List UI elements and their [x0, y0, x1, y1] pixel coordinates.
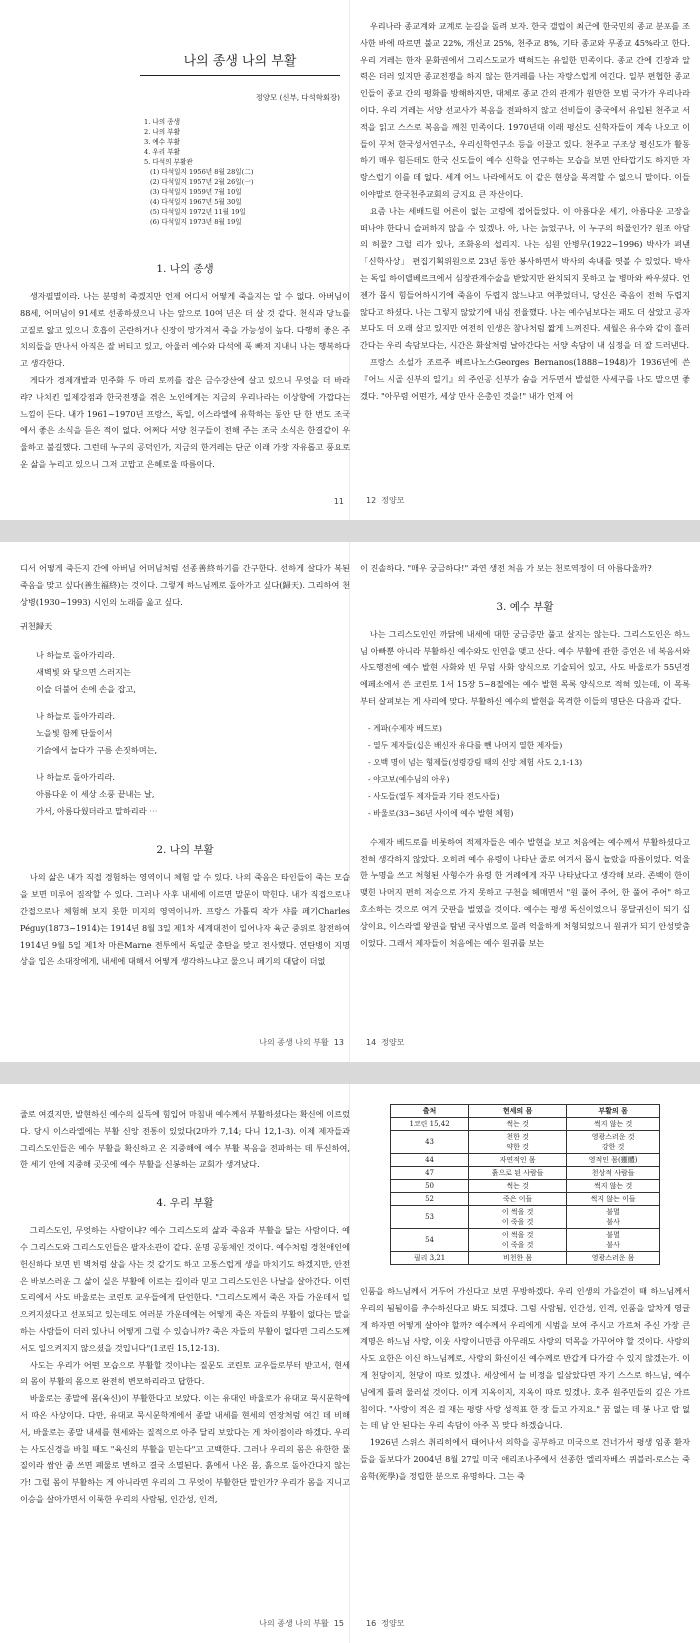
section-heading: 1. 나의 종생 [156, 263, 214, 275]
page-15 [20, 1084, 350, 1643]
toc-item: (5) 다석일지 1972년 11월 19일 [150, 208, 246, 216]
table-cell: 영적인 몸(靈體) [567, 1154, 660, 1167]
body-paragraph: 디서 어떻게 죽든지 간에 아버님 어머님처럼 선종善終하기를 간구한다. 선하게 살다가 복된 죽음을 맞고 싶다(善生福終)는 것이다. 그렇게 하느님께로 돌아가고 싶다(歸天). 그리하여 천상병(1930~1993) 시인의 노래를 읊고 싶다. [20, 563, 350, 607]
list-item: - 야고보(예수님의 아우) [368, 774, 450, 784]
body-paragraph: 줄로 여겼지만, 발현하신 예수의 실득에 힘입어 마침내 예수께서 부활하셨다는 확신에 이르렀다. 당시 이스라엘에는 부활 신앙 전통이 있었다(2마카 7,14; 다니 12,1-3). 이제 제자들과 그리스도인들은 예수 부활을 확신하고 온 지중해에 예수 부활 복음을 전파하는 데 투신하여, 한 세기 안에 지중해 곳곳에 예수 부활을 신봉하는 교회가 생겨났다. [20, 1109, 350, 1170]
poem-line: 가서, 아름다웠더라고 말하리라 ⋯ [36, 806, 158, 817]
body-paragraph: 인품을 하느님께서 거두어 가신다고 보면 무방하겠다. 우리 인생의 가을걷이 때 하느님께서 우리의 됨됨이를 추수하신다고 봐도 되겠다. 그럼 사람됨, 인간성, 인격, 인품을 알차게 영글게 하자면 어떻게 살아야 할까? 예수께서 우리에게 시범을 보여 주시고 가르쳐 주신 가장 큰 계명은 하느님 사랑, 이웃 사랑이니만큼 아무래도 사랑의 덕목을 가꾸어야 할 것이다. 사랑의 사도 요한은 이신 하느님께로, 사랑의 화신이신 예수께로 반갑게 다가갈 수 있지 않겠는가. 이게 천당이지, 천당이 따로 있겠나. 세상에서 늘 비정을 일삼았다면 자기 스스로 하느님, 예수님에게 틀려 물러설 것이다. 이게 지옥이지, 지옥이 따로 있겠나. 호주 원주민들의 깊은 가르침이다. "사랑이 적은 걸 재는 평량 사랑 성적표 한 장 들고 가지요." 꿈 없는 데 봉 나고 랍 없는 데 남 안 된다는 우리 속담이 아주 꼭 맞다 하겠습니다. [360, 1286, 690, 1431]
spread-pages-15-16 [0, 1084, 700, 1643]
spread-pages-13-14 [0, 542, 700, 1062]
body-comparison-table [390, 1104, 660, 1265]
poem-stanza [20, 769, 350, 820]
table-row [391, 1229, 660, 1252]
table-cell: 죽은 이들 [469, 1193, 567, 1206]
toc-item: (4) 다석일지 1967년 5월 30일 [150, 198, 242, 206]
page-number: 12 정양모 [366, 496, 405, 505]
page-number: 14 정양모 [366, 1038, 405, 1047]
table-header-row [391, 1105, 660, 1118]
table-cell: 썩는 것 [469, 1118, 567, 1131]
body-paragraph: 그리스도인, 무엇하는 사람이냐? 예수 그리스도의 삶과 죽음과 부활을 닮는 사람이다. 예수 그리스도와 그리스도인들은 팔자소관이 같다. 운명 공동체인 것이다. 예수처럼 경천애인에 헌신하다 보면 빈 벽처럼 살을 사는 것 같기도 하고 고통스럽게 생을 마치기도 하겠지만, 안전은 바보스러운 그 삶이 실은 부활에 이르는 길이라 믿고 그리스도인은 나날을 살아간다. 이런 도리에서 사도 바울로는 코린토 교우들에게 단언한다. "그리스도께서 죽은 자들 가운데서 일으켜지셨다고 선포되고 있는데도 여러분 가운데에는 어떻게 죽은 자들의 부활이 없다는 말을 하는 사람들이 더러 있나니 어떻게 그럴 수 있습니까? 죽은 자들의 부활이 없다면 그리스도께서도 일으켜지지 않으셨을 것입니다"(1코린 15,12-13). [20, 1225, 350, 1353]
poem-line: 나 하늘로 돌아가리라. [36, 650, 115, 661]
page-13 [20, 542, 350, 1062]
table-row [391, 1131, 660, 1154]
poem-line: 노을빛 함께 단둘이서 [36, 728, 113, 739]
spread-pages-11-12 [0, 0, 700, 520]
table-body [391, 1118, 660, 1265]
poem-line: 새벽빛 와 닿으면 스러지는 [36, 667, 131, 678]
table-row [391, 1118, 660, 1131]
table-cell: 이 썩을 것 이 죽을 것 [469, 1229, 567, 1252]
poem-line: 나 하늘로 돌아가리라. [36, 711, 115, 722]
table-cell: 영광스러운 몸 [567, 1252, 660, 1265]
body-paragraph: 사도는 우리가 어떤 모습으로 부활할 것이냐는 질문도 코린토 교우들로부터 받고서, 현세의 몸이 부활의 몸으로 완전히 변모하리라고 답한다. [20, 1359, 350, 1387]
list-item: - 게파(수제자 베드로) [368, 723, 442, 733]
table-cell: 흙으로 된 사람들 [469, 1167, 567, 1180]
table-of-contents [144, 117, 340, 227]
poem-line: 기슭에서 놀다가 구름 손짓하며는, [36, 745, 158, 756]
toc-item: 5. 다석의 부활관 [144, 158, 193, 166]
table-cell: 53 [391, 1206, 469, 1229]
poem-title: 귀천歸天 [20, 621, 53, 632]
page-16 [360, 1084, 690, 1643]
body-paragraph: 나는 그리스도인인 까닭에 내세에 대한 궁금증만 풀고 살지는 않는다. 그리스도인은 하느님 아빠뿐 아니라 부활하신 예수와도 인연을 맺고 산다. 예수 부활에 관한 증언은 네 복음서와 사도행전에 예수 발현 사화와 빈 무덤 사화 양식으로 기술되어 있고, 사도 바울로가 55년경 에페소에서 쓴 코린토 1서 15장 5~8절에는 예수 발현 목록 양식으로 적혀 있는데, 이 목록부터 살펴보는 게 사리에 맞다. 부활하신 예수의 발현을 목격한 이들의 명단은 다음과 같다. [360, 628, 690, 706]
body-paragraph: 바울로는 종말에 몸(육신)이 부활한다고 보았다. 이는 유대인 바울로가 유대교 묵시문학에서 따온 사상이다. 다만, 유대교 묵시문학계에서 종말 내세를 현세의 연장처럼 여긴 데 비해서, 바울로는 종말 내세를 현세와는 질적으로 아주 달리 보았다는 게 차이점이라 하겠다. 우리는 사도신경을 바칠 때도 "육신의 부활을 믿는다"고 고백한다. 그러나 우리의 몸은 유한한 물질이라 쌈안 줌 쓰면 폐물로 변하고 결국 소멸된다. 흙에서 나온 몸, 흙으로 돌아간다지 않는가! 그럴 몸이 부활하는 게 아니라면 우리의 그 무엇이 부활한단 말인가? 우리가 몸을 지니고 이승을 살아가면서 이룩한 우리의 사람됨, 인간성, 인격, [20, 1393, 350, 1504]
table-cell: 자연적인 몸 [469, 1154, 567, 1167]
table-row [391, 1252, 660, 1265]
poem-stanza [20, 647, 350, 698]
body-paragraph: 나의 삶은 내가 직접 경험하는 영역이니 체험 알 수 있다. 나의 죽음은 타인들이 죽는 모습을 보면 미루어 짐작할 수 있다. 그러나 사후 내세에 이르면 말문이 막힌다. 내가 직접으로나 간접으로나 체험해 보지 못한 미지의 영역이니까. 프랑스 가톨릭 작가 샤를 페기Charles Péguy(1873~1914)는 1914년 8월 3일 제1차 세계대전이 일어나자 육군 중위로 참전하여 1914년 9월 5일 제1차 마른Marne 전투에서 독일군 총탄을 맞고 전사했다. 연탄병이 지명상을 입은 소대장에게, 내세에 대해서 어떻게 생각하느냐고 물으니 페기의 대답이 더없 [20, 872, 350, 967]
table-cell: 47 [391, 1167, 469, 1180]
table-cell: 비천한 몸 [469, 1252, 567, 1265]
list-item: - 사도들(열두 제자들과 기타 전도사들) [368, 791, 500, 801]
table-cell: 천상적 사람들 [567, 1167, 660, 1180]
table-row [391, 1180, 660, 1193]
toc-item: (3) 다석일지 1959년 7월 10일 [150, 188, 242, 196]
table-cell: 43 [391, 1131, 469, 1154]
section-heading: 3. 예수 부활 [496, 600, 554, 613]
page-11 [20, 0, 350, 520]
toc-item: 4. 우리 부활 [144, 148, 180, 156]
apparition-list [360, 720, 690, 822]
body-paragraph: 수제자 베드로를 비롯하여 적제자들은 예수 발현을 보고 처음에는 예수께서 부활하셨다고 전혀 생각하지 않았다. 오히려 예수 유령이 나타난 줄로 여겨서 몹시 놀랐을 따름이었다. 억울한 누명을 쓰고 처형된 사형수가 유령 한 거례에게 자꾸 나타났다고 생각해 보라. 존백이 한이 맺힌 나머지 편히 저승으로 가지 못하고 구천을 헤매면서 "원 풀어 주어, 한 풀어 주어" 하고 호소하는 것으로 여겨 굿판을 벌였을 것이다. 예수는 평생 독신이었으니 몽달귀신이 되기 십상이요, 이스라엘 왕권을 탐낸 국사범으로 몰려 억울하게 처형되었으니 원귀가 되기 안성맞춤이었다. 그래서 제자들이 처음에는 예수 원귀를 보는 [360, 836, 690, 948]
page-14 [360, 542, 690, 1062]
toc-item: 3. 예수 부활 [144, 138, 180, 146]
page-number: 나의 종생 나의 부활 15 [259, 1619, 344, 1628]
page-number: 11 [333, 497, 344, 506]
chapter-author: 정양모 (신부, 다석학회장) [255, 93, 340, 102]
poem-line: 아름다운 이 세상 소풍 끝내는 날, [36, 789, 155, 800]
toc-item: 1. 나의 종생 [144, 118, 180, 126]
poem-line: 이슬 더불어 손에 손을 잡고, [36, 684, 137, 695]
page-number: 나의 종생 나의 부활 13 [259, 1038, 344, 1047]
table-cell: 썩지 않는 것 [567, 1180, 660, 1193]
body-paragraph: 요즘 나는 세배드릴 어른이 없는 고령에 접어들었다. 이 아름다운 세기, 아름다운 고장을 떠나야 한다니 슬퍼하지 않을 수 있겠나. 아, 나는 늙었구나, 이 누구의 허물인가? 원조 아담의 허물? 그럴 리가 있나, 조화옹의 섭리지. 나는 심원 안병무(1922~1996) 박사가 펴낸 「신학사상」 편집기획위원으로 23년 동안 봉사하면서 박사의 속내를 엿볼 수 있었다. 박사는 독일 하이델베르크에서 심장관계수술을 받았지만 완치되지 못하고 늘 병마와 싸우셨다. 언젠가 몹시 힘들어하시기에 죽음이 두렵지 않느냐고 여쭈었더니, 당신은 죽음이 전혀 두렵지 않다고 하셨다. 나는 그렇지 않았기에 내심 전율했다. 나는 예수님보다는 패도 더 살았고 공자보다도 더 오래 살고 있지만 여전히 인생은 참나처럼 짧게 느껴진다. 세월은 유수와 같이 흘러간다는 우리 속담보다는, 시간은 화살처럼 날아간다는 서양 속담이 내 심정을 더 잘 드러낸다. [360, 205, 690, 351]
table-cell: 52 [391, 1193, 469, 1206]
poem-stanza [20, 708, 350, 759]
table-header-cell: 현세의 몸 [469, 1105, 567, 1118]
table-row [391, 1154, 660, 1167]
section-heading: 4. 우리 부활 [156, 1197, 214, 1210]
table-cell: 필리 3,21 [391, 1252, 469, 1265]
table-cell: 영광스러운 것 강한 것 [567, 1131, 660, 1154]
body-paragraph: 게다가 경제개발과 민주화 두 마리 토끼를 잡은 금수강산에 살고 있으니 무엇을 더 바라랴? 나치킨 일제강점과 한국전쟁을 겪은 노인에게는 지금의 우리나라는 이상향에 가깝다는 느낌이 든다. 내가 1961~1970년 프랑스, 독일, 이스라엘에 유학하는 동안 단 한 번도 조국에서 좋은 소식을 듣은 적이 없다. 어쩌다 서양 친구들이 전해 주는 조국 소식은 한결같이 우울하고 불길했다. 그런데 누구의 공덕인가, 지금의 한겨레는 단군 이래 가장 자유롭고 풍요로운 삶을 누리고 있으니 그저 고맙고 은혜로울 따름이다. [20, 374, 350, 469]
table-header-cell: 출처 [391, 1105, 469, 1118]
chapter-title: 나의 종생 나의 부활 [140, 50, 340, 76]
table-cell: 불멸 불사 [567, 1229, 660, 1252]
body-paragraph: 우리나라 종교계와 교계로 눈길을 돌려 보자. 한국 갤럽이 최근에 한국민의 종교 분포를 조사한 바에 따르면 불교 22%, 개신교 25%, 천주교 8%, 기타 종교와 무종교 45%라고 한다. 우리 겨레는 한자 문화권에서 그리스도교가 백혀드는 유일한 민족이다. 종교 간에 긴장과 알력은 더러 있지만 종교전쟁을 하지 않는 한겨레를 나는 자랑스럽게 여긴다. 일부 편협한 종교인들이 종교 간의 평화를 방해하지만, 대체로 종교 간의 관계가 원만한 모범 국가가 우리나라이다. 우리 겨레는 서양 선교사가 복음을 전파하지 않고 선비들이 중국에서 유입된 천주교 서적을 읽고 스스로 복음을 깨친 민족이다. 1970년대 이래 평신도 신학자들이 계속 나오고 이들이 꾸처 한국성서연구소, 우리신학연구소 등을 이끌고 있다. 천주교 구조상 평신도가 활동하기 매우 힘든데도 한국 신도들이 예수 신학을 연구하는 모습을 보면 안타깝기도 하지만 자랑스럽기 이를 데 없다. 세계 어느 나라에서도 이 같은 현상을 목격할 수 없으니 말이다. 이들이야말로 한국천주교회의 긍지요 큰 자산이다. [360, 21, 690, 199]
table-cell: 썩지 않는 것 [567, 1118, 660, 1131]
toc-item: 2. 나의 부활 [144, 128, 180, 136]
table-row [391, 1193, 660, 1206]
table-cell: 천한 것 약한 것 [469, 1131, 567, 1154]
poem [20, 618, 350, 820]
table-cell: 이 썩을 것 이 죽을 것 [469, 1206, 567, 1229]
page-12 [360, 0, 690, 520]
toc-item: (1) 다석일지 1956년 8월 28일(二) [150, 168, 254, 176]
body-paragraph: 1926년 스위스 취리히에서 태어나서 의학을 공부하고 미국으로 건너가서 평생 임종 환자들을 돌보다가 2004년 8월 27일 미국 애리조나주에서 선종한 엘리자베스 퀴블러-로스는 죽음학(死學)을 정립한 분으로 유명하다. 그는 죽 [360, 1437, 690, 1481]
list-item: - 오백 명이 넘는 형제들(성령강림 때의 신앙 체험 사도 2,1-13) [368, 757, 583, 767]
section-heading: 2. 나의 부활 [156, 844, 214, 857]
table-cell: 44 [391, 1154, 469, 1167]
toc-item: (2) 다석일지 1957년 2월 26일(一) [150, 178, 254, 186]
body-paragraph: 생자필멸이라. 나는 분명히 죽겠지만 언제 어디서 어떻게 죽을지는 알 수 없다. 아버님이 88세, 어머님이 91세로 선종하셨으니 나는 앞으로 10여 년은 더 살 것 같다. 천식과 당뇨를 고질로 앓고 있으니 호흡이 곤란하거나 신장이 망가져서 죽을 가능성이 높다. 다행히 좋은 주치의들을 만나서 아직은 잘 버티고 있고, 아울러 예수와 다석에 푹 빠져 지내니 나는 행복하다고 생각한다. [20, 291, 350, 369]
list-item: - 바울로(33~36년 사이에 예수 발현 체험) [368, 808, 514, 818]
list-item: - 열두 제자들(십은 배신자 유다를 뺀 나머지 열한 제자들) [368, 740, 563, 750]
table-cell: 54 [391, 1229, 469, 1252]
table-cell: 썩는 것 [469, 1180, 567, 1193]
table-row [391, 1167, 660, 1180]
body-paragraph: 프랑스 소설가 조르주 베르나노스Georges Bernanos(1888~1948)가 1936년에 쓴 『어느 시골 신부의 일기』의 주인공 신부가 숨을 거두면서 발설한 사세구를 나도 말으면 좋겠다. "아무렴 어떤가, 세상 만사 은총인 것을!" 내가 언제 어 [360, 356, 690, 401]
toc-item: (6) 다석일지 1973년 8월 19일 [150, 218, 242, 226]
table-cell: 썩지 않는 이들 [567, 1193, 660, 1206]
table-cell: 1코린 15,42 [391, 1118, 469, 1131]
table-cell: 50 [391, 1180, 469, 1193]
body-paragraph: 이 진솔하다. "매우 궁금하다!" 과연 생전 처음 가 보는 천로역정이 더 아름다울까? [360, 563, 652, 573]
page-number: 16 정양모 [366, 1619, 405, 1628]
table-cell: 불멸 불사 [567, 1206, 660, 1229]
poem-line: 나 하늘로 돌아가리라. [36, 772, 115, 783]
table-header-cell: 부활의 몸 [567, 1105, 660, 1118]
chapter-heading [140, 50, 340, 227]
table-row [391, 1206, 660, 1229]
